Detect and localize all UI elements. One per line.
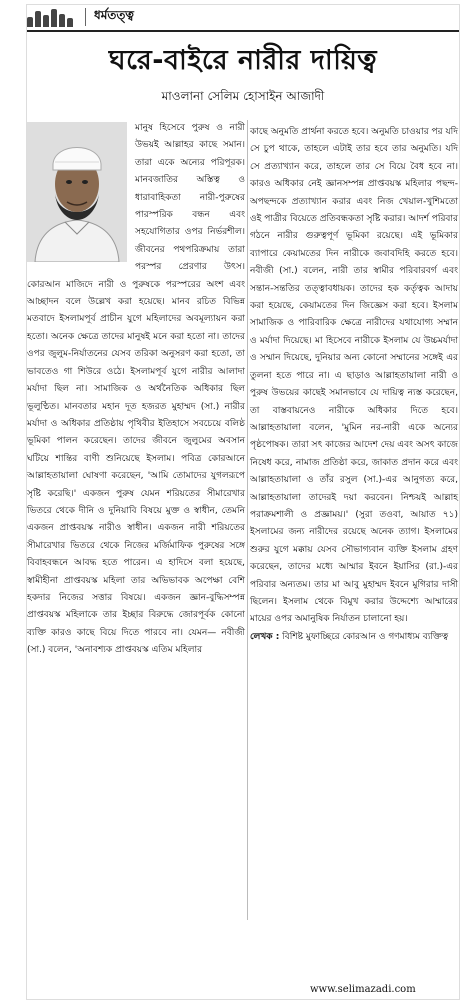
writer-note: [250, 629, 458, 646]
author-photo: [27, 122, 127, 262]
column-2-text: কাছে অনুমতি প্রার্থনা করতে হবে। অনুমতি চাওয়ার পর যদি সে চুপ থাকে, তাহলে এটাই তার হবে তার অনুমতি। যদি সে প্রত্যাখ্যান করে, তাহলে তার সে বিয়ে বৈধ হবে না। কারও অধিকার নেই জ্ঞানসম্পন্ন প্রাপ্তবয়স্ক মহিলার পছন্দ-অপছন্দকে প্রত্যাখ্যান করার এবং নিজ খেয়াল-খুশিমতো ওই পাত্রীর বিয়েতে প্রতিবন্ধকতা সৃষ্টি করার। আদর্শ পরিবার গঠনে নারীর গুরুত্বপূর্ণ ভূমিকা রয়েছে। এই ভূমিকার ব্যাপারে কেয়ামতের দিন নারীকে জবাবদিহি করতে হবে। নবীজী (সা.) বলেন, নারী তার স্বামীর পরিবারবর্গ এবং সন্তান-সন্ততির তত্ত্বাবধায়ক। তাদের হক কর্তৃত্বক আদায় করা হয়েছে, কেয়ামতের দিন জিজ্ঞেস করা হবে। ইসলাম সামাজিক ও পারিবারিক ক্ষেত্রে নারীদের যথাযোগ্য সম্মান ও মর্যাদা দিয়েছে। মা হিসেবে নারীকে ইসলাম যে উচ্চমর্যাদা ও সম্মান দিয়েছে, দুনিয়ার অন্য কোনো সম্মানের সঙ্গেই এর তুলনা হতে পারে না। এ ছাড়াও আল্লাহতায়ালা নারী ও পুরুষ উভয়ের কাছেই সমানভাবে যে দায়িত্ব ন্যস্ত করেছেন, তা বাস্তবায়নেও নারীকে অধিকার দিতে হবে। আল্লাহতায়ালা বলেন, 'মুমিন নর-নারী একে অন্যের পৃষ্ঠপোষক। তারা সৎ কাজের আদেশ দেয় এবং অসৎ কাজে নিষেধ করে, নামাজ প্রতিষ্ঠা করে, জাকাত প্রদান করে এবং আল্লাহতায়ালা ও তাঁর রসুল (সা.)-এর আনুগত্য করে, আল্লাহতায়ালা তাদেরই দয়া করবেন। নিশ্চয়ই আল্লাহ পরাক্রমশালী ও প্রজ্ঞাময়।' (সুরা তওবা, আয়াত ৭১) ইসলামের জন্য নারীদের রয়েছে অনেক ত্যাগ। ইসলামের শুরুর যুগে মক্কায় যেসব সৌভাগ্যবান ব্যক্তি ইসলাম গ্রহণ করেছেন, তাদের মধ্যে আম্মার ইবনে ইয়াসির (রা.)-এর পরিবার অন্যতম। তার মা আবু মুহাম্মদ ইবনে মুগিরার দাসী ছিলেন। ইসলাম থেকে বিমুখ করার উদ্দেশ্যে আম্মারের মায়ের ওপর অমানুষিক নির্যাতন চালানো হয়।: [250, 127, 458, 625]
section-label: ধর্মতত্ত্ব: [94, 8, 134, 22]
header-rule: [27, 30, 459, 32]
newspaper-logo-icon: [27, 7, 75, 27]
article-column-1: [27, 120, 245, 660]
article-title: ঘরে-বাইরে নারীর দায়িত্ব: [108, 45, 378, 76]
website-link[interactable]: www.selimazadi.com: [310, 984, 416, 995]
article-column-2: [250, 124, 458, 646]
section-header: [27, 6, 459, 28]
column-1-text: মানুষ হিসেবে পুরুষ ও নারী উভয়ই আল্লাহর কাছে সমান। তারা একে অন্যের পরিপূরক। মানবজাতির অস্তিত্ব ও ধারাবাহিকতা নারী-পুরুষের পারস্পরিক বন্ধন এবং সহযোগিতার ওপর নির্ভরশীল। জীবনের পথপরিক্রমায় তারা পরস্পর প্রেরণার উৎস। কোরআন মাজিদে নারী ও পুরুষকে পরস্পরের অংশ এবং আচ্ছাদন বলে উল্লেখ করা হয়েছে। মানব রচিত বিভিন্ন মতবাদে ইসলামপূর্ব প্রাচীন যুগে মহিলাদের অবমূল্যায়ন করা হতো। অনেক ক্ষেত্রে তাদের মানুষই মনে করা হতো না। তাদের ওপর জুলুম-নির্যাতনের যেসব তরিকা অনুসরণ করা হতো, তা ভাবতেও গা শিউরে ওঠে। ইসলামপূর্ব যুগে নারীর আলাদা মর্যাদা ছিল না। সামাজিক ও অর্থনৈতিক অধিকার ছিল ভূলুণ্ঠিত। মানবতার মহান দূত হজরত মুহাম্মদ (সা.) নারীর মর্যাদা ও অধিকার প্রতিষ্ঠায় পৃথিবীর ইতিহাসে সবচেয়ে বলিষ্ঠ ভূমিকা পালন করেছেন। তাদের জীবনে জুলুমের অবসান ঘটিয়ে শান্তির বাণী শুনিয়েছে ইসলাম। পবিত্র কোরআনে আল্লাহতায়ালা ঘোষণা করেছেন, 'আমি তোমাদের যুগলরূপে সৃষ্টি করেছি।' একজন পুরুষ যেমন শরিয়তের সীমারেখার ভিতরে থেকে দীনি ও দুনিয়াবি বিষয়ে মুক্ত ও স্বাধীন, তেমনি একজন প্রাপ্তবয়স্ক নারীও স্বাধীন। একজন নারী শরিয়তের সীমারেখার ভিতরে থেকে নিজের মর্জিমাফিক পুরুষের সঙ্গে বিবাহবন্ধনে আবদ্ধ হতে পারেন। এ হাদিসে বলা হয়েছে, স্বামীহীনা প্রাপ্তবয়স্ক মহিলা তার অভিভাবক অপেক্ষা বেশি হকদার নিজের সত্তার বিষয়ে। একজন জ্ঞান-বুদ্ধিসম্পন্ন প্রাপ্তবয়স্ক মহিলাকে তার ইচ্ছার বিরুদ্ধে জোরপূর্বক কোনো ব্যক্তি কারও কাছে বিয়ে দিতে পারবে না। যেমন— নবীজী (সা.) বলেন, 'অনাবশ্যক প্রাপ্তবয়স্ক এতিম মহিলার: [27, 123, 245, 656]
article-author: মাওলানা সেলিম হোসাইন আজাদী: [161, 89, 325, 103]
writer-label: লেখক :: [250, 631, 280, 642]
writer-description: বিশিষ্ট মুফাচ্ছিরে কোরআন ও গণমাধ্যম ব্যক্তিত্ব: [282, 631, 449, 642]
header-separator: [85, 8, 86, 26]
column-divider: [247, 120, 248, 920]
